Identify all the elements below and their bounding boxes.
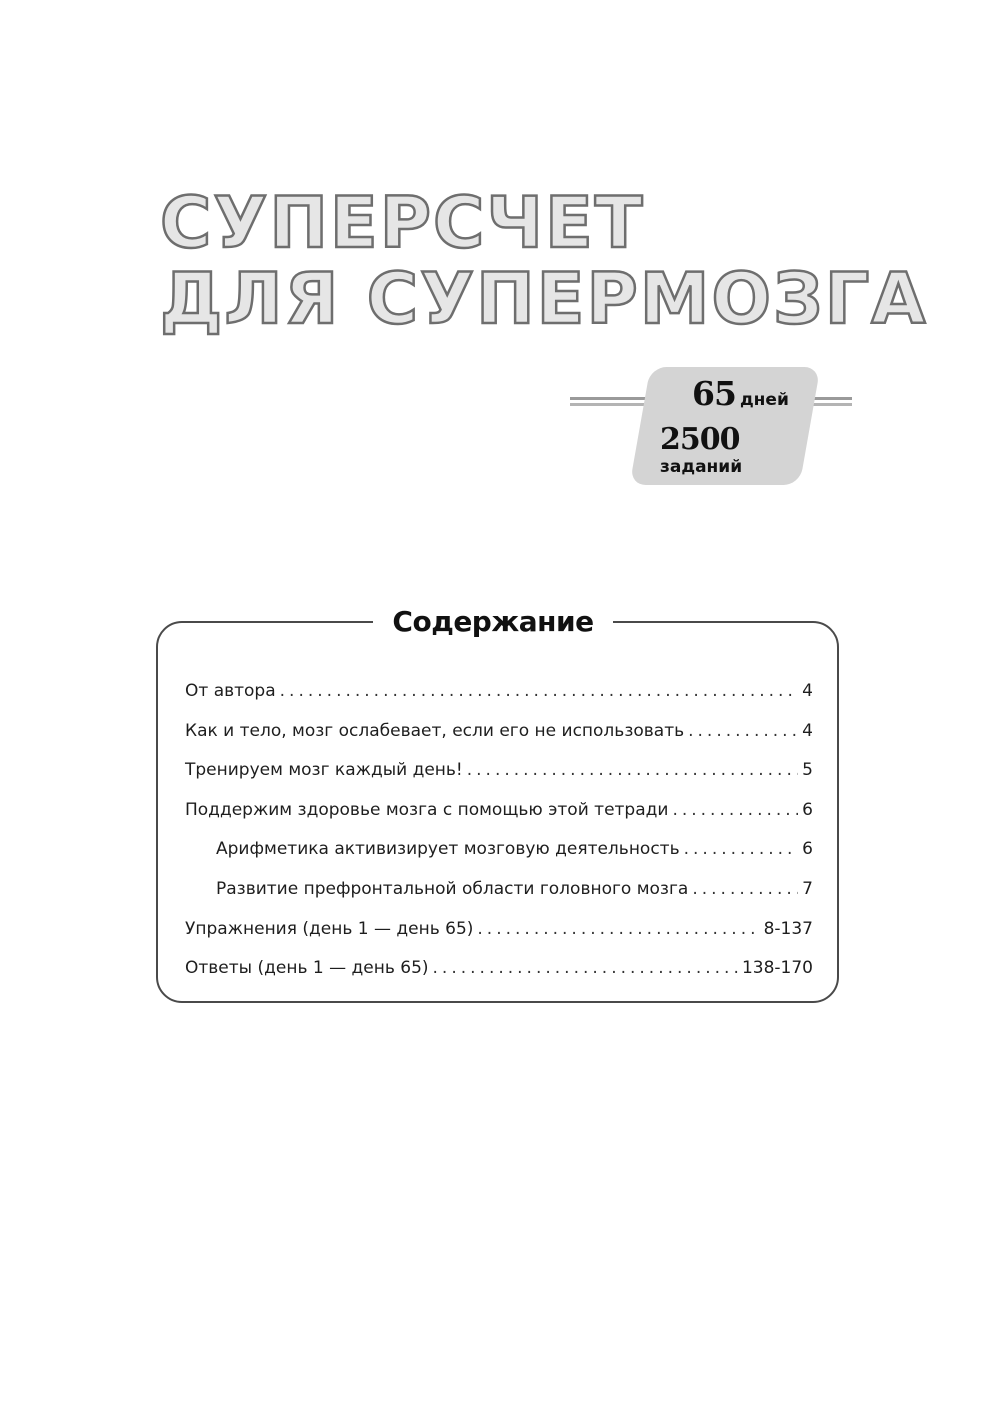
badge-tasks-number: 2500 (660, 422, 740, 457)
toc-item-label: Арифметика активизирует мозговую деятельность (216, 839, 680, 860)
toc-item-label: Как и тело, мозг ослабевает, если его не использовать (185, 720, 685, 741)
toc-item-answers[interactable] (185, 949, 813, 989)
contents-list (185, 672, 813, 989)
toc-leader-dots (467, 751, 798, 791)
toc-item-prefrontal[interactable] (185, 870, 813, 910)
toc-leader-dots (672, 791, 798, 831)
toc-item-page: 4 (802, 720, 813, 741)
toc-item-page: 138-170 (741, 958, 813, 979)
toc-item-label: Тренируем мозг каждый день! (185, 760, 463, 781)
badge-days-label: дней (739, 390, 789, 410)
toc-leader-dots (433, 949, 738, 989)
toc-item-page: 6 (802, 839, 813, 860)
toc-item-page: 5 (802, 760, 813, 781)
toc-item-train-daily[interactable] (185, 751, 813, 791)
toc-item-exercises[interactable] (185, 910, 813, 950)
book-title (160, 182, 928, 340)
book-title-line-1: СУПЕРСЧЕТ (160, 182, 645, 264)
toc-item-page: 8-137 (763, 918, 813, 939)
toc-item-page: 7 (802, 878, 813, 899)
toc-item-from-author[interactable] (185, 672, 813, 712)
toc-leader-dots (477, 910, 759, 950)
toc-item-brain-health[interactable] (185, 791, 813, 831)
toc-item-label: Ответы (день 1 — день 65) (185, 958, 429, 979)
toc-item-brain-weakens[interactable] (185, 712, 813, 752)
toc-leader-dots (688, 712, 798, 752)
toc-leader-dots (684, 830, 799, 870)
book-title-line-2: ДЛЯ СУПЕРМОЗГА (160, 258, 928, 340)
toc-item-label: Развитие префронтальной области головного мозга (216, 878, 689, 899)
badge (660, 372, 820, 482)
toc-item-page: 4 (802, 681, 813, 701)
badge-days-number: 65 (692, 374, 736, 413)
badge-tasks-label: заданий (660, 457, 743, 477)
badge-days (692, 374, 789, 413)
toc-item-arithmetic[interactable] (185, 830, 813, 870)
contents-heading: Содержание (373, 600, 613, 644)
toc-leader-dots (692, 870, 798, 910)
toc-item-label: От автора (185, 681, 276, 701)
toc-item-label: Упражнения (день 1 — день 65) (185, 918, 474, 939)
toc-item-page: 6 (802, 799, 813, 820)
toc-item-label: Поддержим здоровье мозга с помощью этой тетради (185, 799, 669, 820)
toc-leader-dots (280, 672, 799, 712)
